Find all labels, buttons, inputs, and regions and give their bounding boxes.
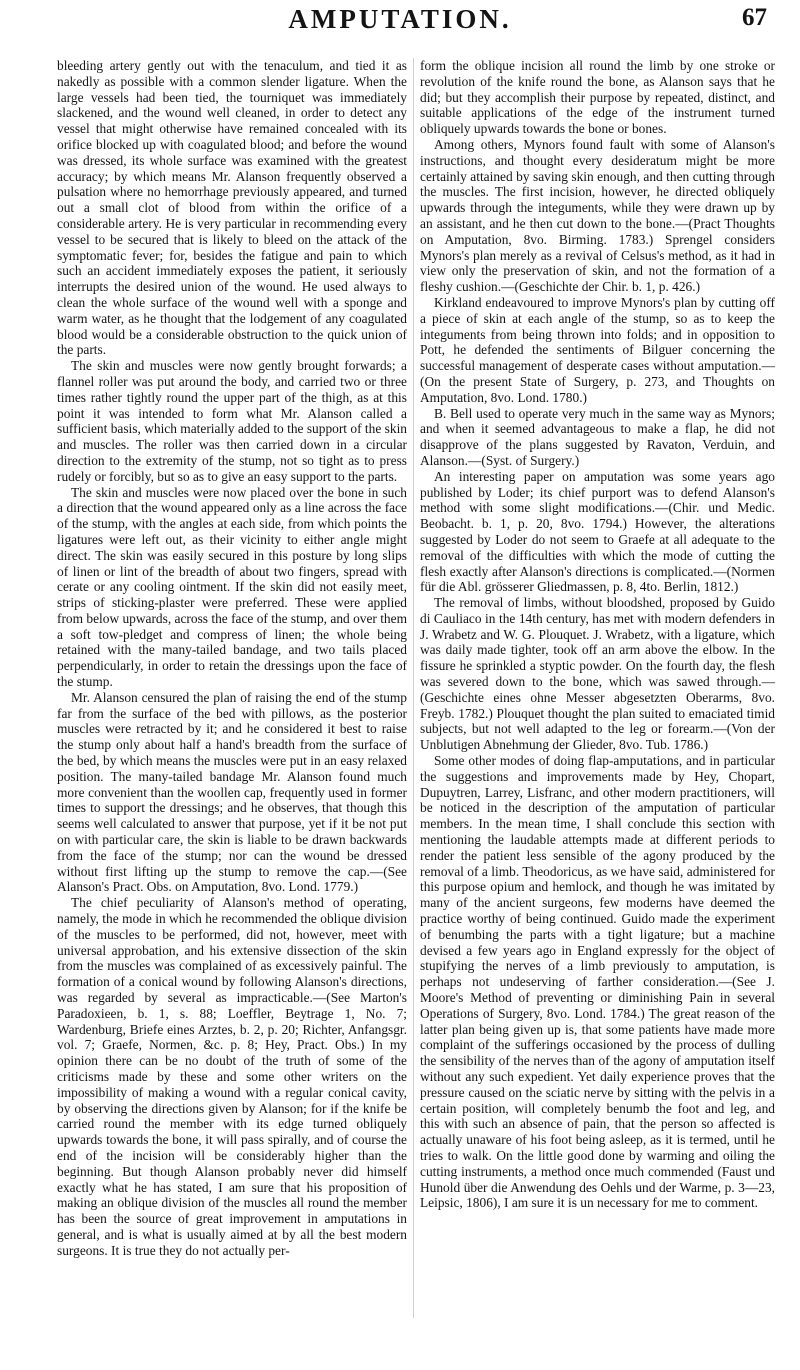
running-title: AMPUTATION. bbox=[288, 4, 512, 34]
paragraph: The chief peculiarity of Alanson's method of operating, namely, the mode in which he recommended the oblique division of the muscles to be performed, did not, however, meet with universal approbation, and his extensive dissection of the skin from the muscles was complained of as excessively painful. The formation of a conical wound by following Alanson's directions, was regarded by several as impracticable.—(See Marton's Paradoxieen, b. 1, s. 88; Loeffler, Beytrage 1, No. 7; Wardenburg, Briefe eines Arztes, b. 2, p. 20; Richter, Anfangsgr. vol. 7; Graefe, Normen, &c. p. 8; Hey, Pract. Obs.) In my opinion there can be no doubt of the truth of some of the criticisms made by these and some other writers on the impossibility of making a wound with a regular conical cavity, by observing the directions given by Alanson; for if the knife be carried round the member with its edge turned obliquely upwards towards the bone, it will pass spirally, and of course the end of the incision will be considerably higher than the beginning. But though Alanson probably never did himself exactly what he has stated, I am sure that his proposition of making an oblique division of the muscles all round the member has been the source of great improvement in amputations in general, and is what is usually aimed at by all the best modern surgeons. It is true they do not actually per- bbox=[57, 895, 407, 1258]
column-divider bbox=[413, 58, 414, 1318]
left-column bbox=[57, 58, 407, 1259]
paragraph: bleeding artery gently out with the tenaculum, and tied it as nakedly as possible with a common slender ligature. When the large vessels had been tied, the tourniquet was immediately slackened, and the wound well cleaned, in order to detect any vessel that might otherwise have remained concealed with its orifice blocked up with coagulated blood; and before the wound was dressed, its whole surface was examined with the greatest accuracy; by which means Mr. Alanson frequently observed a pulsation where no hemorrhage previously appeared, and turned out a small clot of blood from within the orifice of a considerable artery. He is very particular in recommending every vessel to be secured that is likely to bleed on the attack of the symptomatic fever; for, besides the fatigue and pain to which such an accident immediately exposes the patient, it seriously interrupts the desired union of the wound. He used always to clean the whole surface of the wound well with a sponge and warm water, as he thought that the lodgement of any coagulated blood would be a considerable obstruction to the quick union of the parts. bbox=[57, 58, 407, 358]
paragraph: Some other modes of doing flap-amputations, and in particular the suggestions and improvements made by Hey, Chopart, Dupuytren, Larrey, Lisfranc, and other modern practitioners, will be noticed in the description of the amputation of particular members. In the mean time, I shall conclude this section with mentioning the laudable attempts made at different periods to render the patient less sensible of the agony produced by the removal of a limb. Theodoricus, as we have said, administered for this purpose opium and hemlock, and though he was imitated by many of the ancient surgeons, few moderns have deemed the practice worthy of being continued. Guido made the experiment of benumbing the parts with a tight ligature; but a machine devised a few years ago in England expressly for the object of stupifying the nerves of a limb previously to amputation, is perhaps not undeserving of farther consideration.—(See J. Moore's Method of preventing or diminishing Pain in several Operations of Surgery, 8vo. Lond. 1784.) The great reason of the latter plan being given up is, that some patients have made more complaint of the sufferings occasioned by the process of dulling the sensibility of the nerves than of the agony of amputation itself without any such expedient. Yet daily experience proves that the pressure caused on the sciatic nerve by sitting with the pelvis in a certain position, will completely benumb the foot and leg, and this with such an absence of pain, that the person so affected is actually unaware of his foot being asleep, as it is termed, until he tries to walk. On the little good done by warming and oiling the cutting instruments, a method once much commended (Faust und Hunold über die Anwendung des Oehls und der Warme, p. 3—23, Leipsic, 1806), I am sure it is un necessary for me to comment. bbox=[420, 753, 775, 1211]
paragraph: The removal of limbs, without bloodshed, proposed by Guido di Cauliaco in the 14th century, has met with modern defenders in J. Wrabetz and W. G. Plouquet. J. Wrabetz, with a ligature, which was daily made tighter, took off an arm above the elbow. In the fissure he sprinkled a styptic powder. On the fourth day, the flesh was severed down to the bone, which was sawed through.—(Geschichte eines ohne Messer abgesetzten Oberarms, 8vo. Freyb. 1782.) Plouquet thought the plan suited to emaciated timid subjects, but not well adapted to the leg or forearm.—(Von der Unblutigen Abnehmung der Glieder, 8vo. Tub. 1786.) bbox=[420, 595, 775, 753]
running-head bbox=[0, 0, 800, 40]
paragraph: An interesting paper on amputation was some years ago published by Loder; its chief purport was to defend Alanson's method with some slight modifications.—(Chir. und Medic. Beobacht. b. 1, p. 20, 8vo. 1794.) However, the alterations suggested by Loder do not seem to Graefe at all adequate to the removal of the difficulties with which the mode of cutting the flesh exactly after Alanson's directions is complicated.—(Normen für die Abl. grösserer Gliedmassen, p. 8, 4to. Berlin, 1812.) bbox=[420, 468, 775, 595]
paragraph: B. Bell used to operate very much in the same way as Mynors; and when it seemed advantageous to make a flap, he did not disapprove of the plans suggested by Ravaton, Verduin, and Alanson.—(Syst. of Surgery.) bbox=[420, 405, 775, 468]
paragraph: Among others, Mynors found fault with some of Alanson's instructions, and thought every desideratum might be more certainly attained by saving skin enough, and then cutting through the muscles. The first incision, however, he directed obliquely upwards through the integuments, while they were drawn up by an assistant, and he then cut down to the bone.—(Pract Thoughts on Amputation, 8vo. Birming. 1783.) Sprengel considers Mynors's plan merely as a revival of Celsus's method, as it had in view only the preservation of skin, and not the formation of a fleshy cushion.—(Geschichte der Chir. b. 1, p. 426.) bbox=[420, 136, 775, 295]
page-number: 67 bbox=[742, 4, 767, 31]
paragraph: form the oblique incision all round the limb by one stroke or revolution of the knife round the bone, as Alanson says that he did; but they accomplish their purpose by repeated, distinct, and suitable applications of the edge of the instrument turned obliquely upwards towards the bone or bones. bbox=[420, 58, 775, 137]
paragraph: Mr. Alanson censured the plan of raising the end of the stump far from the surface of the bed with pillows, as the posterior muscles were retracted by it; and he considered it best to raise the stump only about half a hand's breadth from the surface of the bed, by which means the muscles were put in an easy relaxed position. The many-tailed bandage Mr. Alanson found much more convenient than the woollen cap, frequently used in former times to support the dressings; and he observes, that though this seems well calculated to answer that purpose, yet if it be not put on with particular care, the skin is liable to be drawn backwards from the face of the stump; nor can the wound be dressed without first lifting up the stump to remove the cap.—(See Alanson's Pract. Obs. on Amputation, 8vo. Lond. 1779.) bbox=[57, 689, 407, 895]
paragraph: The skin and muscles were now gently brought forwards; a flannel roller was put around the body, and carried two or three times rather tightly round the upper part of the thigh, as at this point it was intended to form what Mr. Alanson called a sufficient basis, which materially added to the support of the skin and muscles. The roller was then carried down in a circular direction to the extremity of the stump, not so tight as to press rudely or forcibly, but so as to give an easy support to the parts. bbox=[57, 358, 407, 484]
paragraph: Kirkland endeavoured to improve Mynors's plan by cutting off a piece of skin at each angle of the stump, so as to keep the integuments from being thrown into folds; and in opposition to Pott, he defended the sentiments of Bilguer concerning the successful management of desperate cases without amputation.—(On the present State of Surgery, p. 273, and Thoughts on Amputation, 8vo. Lond. 1780.) bbox=[420, 294, 775, 405]
right-column bbox=[420, 58, 775, 1211]
paragraph: The skin and muscles were now placed over the bone in such a direction that the wound appeared only as a line across the face of the stump, with the angles at each side, from which points the ligatures were left out, as their vicinity to either angle might direct. The skin was easily secured in this posture by long slips of linen or lint of the breadth of about two fingers, spread with cerate or any cooling ointment. If the skin did not easily meet, strips of sticking-plaster were preferred. These were applied from below upwards, across the face of the stump, and over them a soft tow-pledget and compress of linen; the whole being retained with the many-tailed bandage, and two tails placed perpendicularly, in order to retain the dressings upon the face of the stump. bbox=[57, 484, 407, 690]
